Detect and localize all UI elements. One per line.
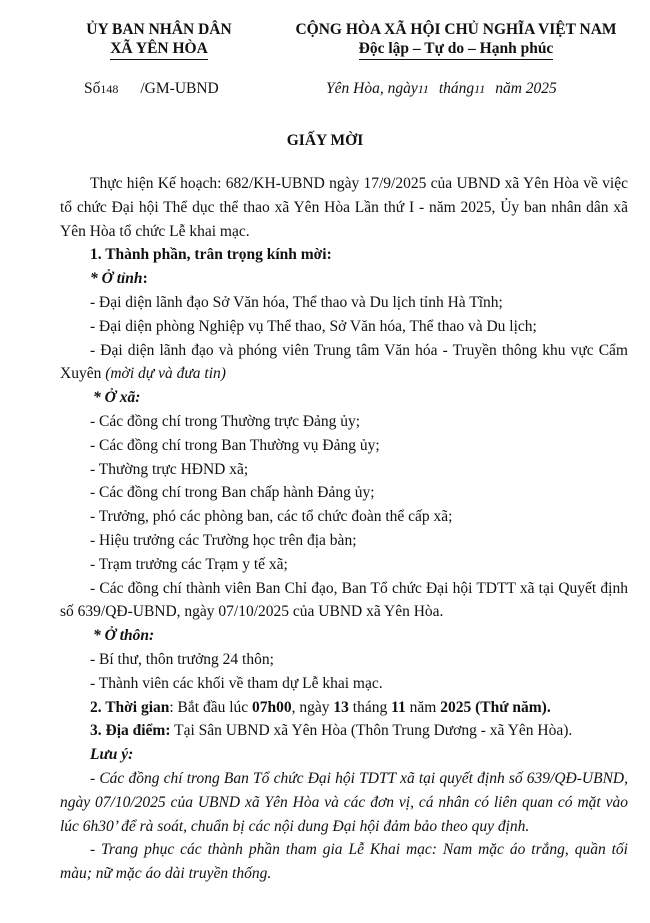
document-title: GIẤY MỜI (286, 132, 364, 149)
list-item: - Đại diện lãnh đạo Sở Văn hóa, Thể thao và Du lịch tỉnh Hà Tĩnh; (90, 293, 503, 311)
list-item: - Các đồng chí trong Ban chấp hành Đảng ủy; (90, 484, 375, 502)
list-item: - Thành viên các khối về tham dự Lễ khai mạc. (90, 674, 383, 692)
national-title: CỘNG HÒA XÃ HỘI CHỦ NGHĨA VIỆT NAM (295, 21, 617, 38)
document-number (84, 80, 219, 98)
agency-header (84, 20, 234, 60)
event-year: 2025 (Thứ năm). (440, 698, 551, 716)
list-item: - Trạm trưởng các Trạm y tế xã; (90, 555, 288, 573)
location-text: Tại Sân UBND xã Yên Hòa (Thôn Trung Dương - xã Yên Hòa). (170, 722, 573, 740)
list-item: - Các đồng chí thành viên Ban Chỉ đạo, Ban Tổ chức Đại hội TDTT xã tại Quyết định số 639/QĐ-UBND, ngày 07/10/2025 của UBND xã Yên Hòa. (60, 579, 628, 621)
tinh-heading (60, 267, 628, 291)
so-label: Số (84, 80, 101, 97)
event-day: 13 (333, 698, 349, 716)
note-item: - Các đồng chí trong Ban Tổ chức Đại hội TDTT xã tại quyết định số 639/QĐ-UBND, ngày 07/10/2025 của UBND xã Yên Hòa và các đơn vị, cá nhân có liên quan có mặt vào lúc 6h30’ để rà soát, chuẩn bị các nội dung Đại hội đảm bảo theo quy định. (60, 769, 628, 835)
list-item: - Hiệu trưởng các Trường học trên địa bàn; (90, 531, 357, 549)
section-2-label: 2. Thời gian (90, 698, 170, 716)
list-item (60, 339, 628, 387)
time-text: , ngày (291, 698, 334, 716)
list-item: - Bí thư, thôn trưởng 24 thôn; (90, 650, 274, 668)
list-item: - Đại diện phòng Nghiệp vụ Thể thao, Sở Văn hóa, Thể thao và Du lịch; (90, 317, 537, 335)
list-item: - Thường trực HĐND xã; (90, 460, 249, 478)
time-text: : Bắt đầu lúc (169, 698, 253, 716)
list-item: - Các đồng chí trong Ban Thường vụ Đảng ủy; (90, 436, 380, 454)
list-item: - Các đồng chí trong Thường trực Đảng ủy; (90, 412, 361, 430)
agency-line-2: XÃ YÊN HÒA (110, 39, 208, 60)
intro-paragraph: Thực hiện Kế hoạch: 682/KH-UBND ngày 17/9/2025 của UBND xã Yên Hòa về việc tổ chức Đại hội Thể dục thể thao xã Yên Hòa Lần thứ I - năm 2025, Ủy ban nhân dân xã Yên Hòa tổ chức Lễ khai mạc. (60, 175, 628, 240)
xa-heading: * Ở xã: (93, 389, 141, 407)
time-text: năm (405, 698, 441, 716)
date-line (326, 80, 557, 98)
national-motto: Độc lập – Tự do – Hạnh phúc (359, 39, 554, 60)
so-number: 148 (100, 82, 119, 96)
section-3-label: 3. Địa điểm: (90, 722, 171, 740)
note-item: - Trang phục các thành phần tham gia Lễ Khai mạc: Nam mặc áo trắng, quần tối màu; nữ mặc áo dài truyền thống. (60, 841, 628, 883)
note-heading: Lưu ý: (90, 746, 134, 764)
tinh-item-3-text: - Đại diện lãnh đạo và phóng viên Trung tâm Văn hóa - Truyền thông khu vực Cẩm Xuyên (60, 341, 628, 383)
event-time: 07h00 (252, 698, 292, 716)
list-item: - Trưởng, phó các phòng ban, các tổ chức đoàn thể cấp xã; (90, 508, 453, 526)
tinh-heading-label: * Ở tỉnh (90, 270, 143, 288)
date-day: 11 (417, 82, 429, 96)
date-month-label: tháng (438, 80, 475, 97)
time-text: tháng (348, 698, 392, 716)
so-suffix: /GM-UBND (140, 80, 219, 97)
section-1-heading: 1. Thành phần, trân trọng kính mời: (90, 246, 332, 264)
date-place: Yên Hòa, ngày (326, 80, 418, 97)
tinh-item-3-note: (mời dự và đưa tin) (105, 365, 226, 383)
date-month: 11 (474, 82, 486, 96)
national-header (286, 20, 626, 60)
section-3-location (60, 719, 628, 743)
thon-heading: * Ở thôn: (93, 627, 155, 645)
section-2-time (60, 696, 628, 720)
event-month: 11 (391, 698, 406, 716)
agency-line-1: ỦY BAN NHÂN DÂN (86, 21, 232, 38)
date-year: năm 2025 (495, 80, 557, 97)
tinh-heading-colon: : (142, 270, 148, 288)
document-body (60, 172, 628, 886)
